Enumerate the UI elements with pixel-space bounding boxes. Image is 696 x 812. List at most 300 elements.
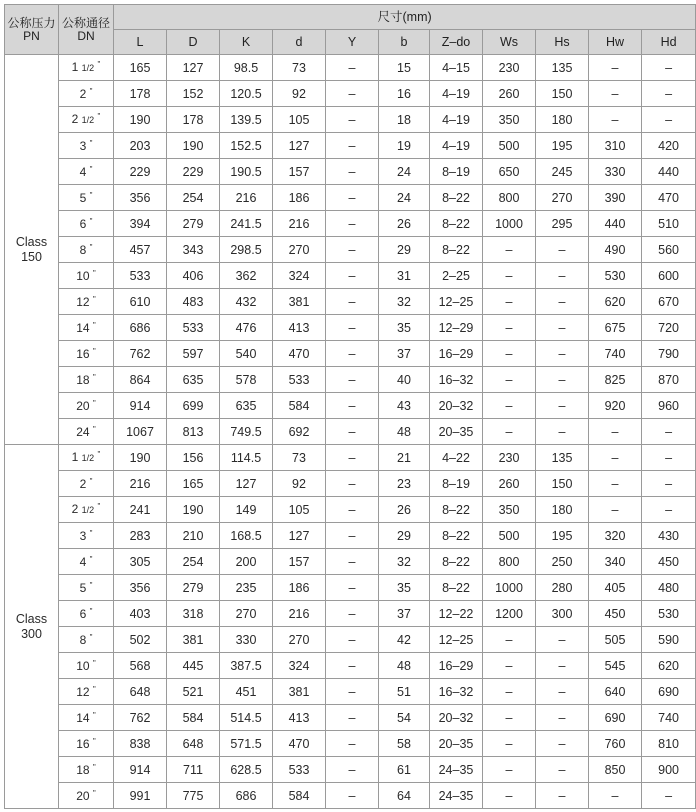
dimension-cell: 127 — [220, 471, 273, 497]
column-header: L — [114, 30, 167, 55]
dimension-cell: 324 — [273, 263, 326, 289]
column-header: Y — [326, 30, 379, 55]
dimension-cell: 43 — [379, 393, 430, 419]
dimension-cell: – — [326, 159, 379, 185]
nominal-size-cell — [59, 133, 114, 159]
inch-mark: " — [92, 710, 96, 720]
dimension-cell: 670 — [642, 289, 696, 315]
nominal-size-cell — [59, 211, 114, 237]
inch-mark: " — [92, 320, 96, 330]
dimension-cell: 692 — [273, 419, 326, 445]
table-row — [5, 81, 696, 107]
dimension-cell: 470 — [273, 341, 326, 367]
dimension-cell: 813 — [167, 419, 220, 445]
table-row — [5, 653, 696, 679]
dimension-cell: – — [326, 445, 379, 471]
dimension-cell: 230 — [483, 445, 536, 471]
dimension-cell: 560 — [642, 237, 696, 263]
dimension-cell: 650 — [483, 159, 536, 185]
inch-mark: " — [89, 632, 93, 642]
dimension-cell: 150 — [536, 471, 589, 497]
table-row — [5, 575, 696, 601]
dimension-cell: – — [536, 419, 589, 445]
dimension-cell: – — [326, 731, 379, 757]
dimension-cell: 250 — [536, 549, 589, 575]
dimension-cell: – — [642, 783, 696, 809]
nominal-size-whole: 8 — [79, 242, 87, 257]
dimension-cell: 165 — [114, 55, 167, 81]
dimension-cell: 120.5 — [220, 81, 273, 107]
nominal-size-whole: 18 — [76, 762, 90, 777]
dimension-cell: 48 — [379, 419, 430, 445]
header-nominal-size-code: DN — [77, 28, 95, 43]
dimension-cell: 480 — [642, 575, 696, 601]
dimension-cell: 838 — [114, 731, 167, 757]
dimension-cell: 235 — [220, 575, 273, 601]
dimension-cell: 648 — [167, 731, 220, 757]
dimension-cell: – — [483, 289, 536, 315]
dimension-cell: 15 — [379, 55, 430, 81]
table-row — [5, 263, 696, 289]
dimension-cell: 381 — [273, 679, 326, 705]
dimension-cell: 48 — [379, 653, 430, 679]
dimension-cell: – — [326, 757, 379, 783]
dimension-cell: – — [483, 705, 536, 731]
dimension-cell: 2–25 — [430, 263, 483, 289]
dimension-cell: 356 — [114, 185, 167, 211]
dimension-cell: 26 — [379, 211, 430, 237]
dimension-cell: – — [483, 627, 536, 653]
table-row — [5, 159, 696, 185]
dimension-cell: 8–22 — [430, 549, 483, 575]
nominal-size-whole: 24 — [76, 424, 90, 439]
dimension-cell: 740 — [642, 705, 696, 731]
dimension-cell: 533 — [167, 315, 220, 341]
nominal-size-whole: 16 — [76, 346, 90, 361]
dimension-cell: 270 — [536, 185, 589, 211]
table-row — [5, 237, 696, 263]
dimension-cell: – — [326, 471, 379, 497]
inch-mark: " — [92, 346, 96, 356]
dimension-cell: – — [536, 289, 589, 315]
dimension-cell: – — [589, 445, 642, 471]
inch-mark: " — [89, 242, 93, 252]
dimension-cell: 675 — [589, 315, 642, 341]
dimension-cell: 20–32 — [430, 393, 483, 419]
dimension-cell: – — [326, 601, 379, 627]
dimension-cell: 12–22 — [430, 601, 483, 627]
dimension-cell: 640 — [589, 679, 642, 705]
dimension-cell: 533 — [114, 263, 167, 289]
dimension-cell: 105 — [273, 497, 326, 523]
dimension-cell: 762 — [114, 341, 167, 367]
dimension-cell: 760 — [589, 731, 642, 757]
dimension-cell: 1067 — [114, 419, 167, 445]
dimension-cell: – — [483, 757, 536, 783]
dimension-cell: 16–32 — [430, 367, 483, 393]
nominal-size-cell — [59, 783, 114, 809]
dimension-cell: – — [642, 107, 696, 133]
dimension-cell: 216 — [114, 471, 167, 497]
table-row — [5, 315, 696, 341]
flange-dimension-table — [4, 4, 696, 809]
dimension-cell: 825 — [589, 367, 642, 393]
inch-mark: " — [89, 138, 93, 148]
dimension-cell: 210 — [167, 523, 220, 549]
dimension-cell: 8–22 — [430, 185, 483, 211]
nominal-size-whole: 1 — [71, 60, 79, 74]
dimension-cell: 1200 — [483, 601, 536, 627]
dimension-cell: 270 — [273, 237, 326, 263]
nominal-size-cell — [59, 575, 114, 601]
dimension-cell: – — [536, 263, 589, 289]
nominal-size-cell — [59, 679, 114, 705]
dimension-cell: 394 — [114, 211, 167, 237]
nominal-size-cell — [59, 705, 114, 731]
dimension-cell: 690 — [589, 705, 642, 731]
inch-mark: " — [92, 762, 96, 772]
nominal-size-whole: 16 — [76, 736, 90, 751]
dimension-cell: – — [326, 783, 379, 809]
dimension-cell: – — [536, 315, 589, 341]
dimension-cell: – — [589, 497, 642, 523]
dimension-cell: 4–22 — [430, 445, 483, 471]
dimension-cell: – — [326, 523, 379, 549]
dimension-cell: 505 — [589, 627, 642, 653]
dimension-cell: 648 — [114, 679, 167, 705]
dimension-cell: – — [642, 55, 696, 81]
dimension-cell: 280 — [536, 575, 589, 601]
table-row — [5, 757, 696, 783]
dimension-cell: – — [483, 367, 536, 393]
nominal-size-cell — [59, 601, 114, 627]
dimension-cell: 1000 — [483, 211, 536, 237]
dimension-cell: – — [326, 393, 379, 419]
dimension-cell: 203 — [114, 133, 167, 159]
dimension-cell: 64 — [379, 783, 430, 809]
dimension-cell: 578 — [220, 367, 273, 393]
dimension-cell: 19 — [379, 133, 430, 159]
inch-mark: " — [92, 788, 96, 798]
nominal-size-whole: 18 — [76, 372, 90, 387]
table-row — [5, 367, 696, 393]
column-header: D — [167, 30, 220, 55]
inch-mark: " — [89, 528, 93, 538]
table-row — [5, 549, 696, 575]
dimension-cell: 229 — [167, 159, 220, 185]
dimension-cell: 190 — [114, 107, 167, 133]
nominal-size-whole: 8 — [79, 632, 87, 647]
dimension-cell: 343 — [167, 237, 220, 263]
table-row — [5, 107, 696, 133]
dimension-cell: 406 — [167, 263, 220, 289]
dimension-cell: 186 — [273, 185, 326, 211]
dimension-cell: 8–22 — [430, 523, 483, 549]
nominal-size-whole: 10 — [76, 658, 90, 673]
dimension-cell: 8–19 — [430, 159, 483, 185]
dimension-cell: 864 — [114, 367, 167, 393]
dimension-cell: 600 — [642, 263, 696, 289]
nominal-size-whole: 20 — [76, 788, 90, 803]
dimension-cell: – — [326, 315, 379, 341]
dimension-cell: 35 — [379, 315, 430, 341]
header-pressure-class-label: 公称压力 — [7, 15, 56, 30]
dimension-cell: 483 — [167, 289, 220, 315]
dimension-cell: – — [326, 341, 379, 367]
dimension-cell: – — [326, 627, 379, 653]
nominal-size-whole: 5 — [79, 190, 87, 205]
dimension-cell: 584 — [273, 783, 326, 809]
table-row — [5, 783, 696, 809]
dimension-cell: – — [483, 341, 536, 367]
dimension-cell: 362 — [220, 263, 273, 289]
nominal-size-cell — [59, 393, 114, 419]
dimension-cell: 26 — [379, 497, 430, 523]
dimension-cell: 790 — [642, 341, 696, 367]
dimension-cell: 180 — [536, 497, 589, 523]
dimension-cell: 105 — [273, 107, 326, 133]
dimension-cell: – — [326, 289, 379, 315]
dimension-cell: 186 — [273, 575, 326, 601]
dimension-cell: 139.5 — [220, 107, 273, 133]
column-header: Hw — [589, 30, 642, 55]
inch-mark: " — [92, 684, 96, 694]
dimension-cell: 584 — [273, 393, 326, 419]
nominal-size-whole: 4 — [79, 164, 87, 179]
dimension-cell: 20–35 — [430, 419, 483, 445]
dimension-cell: 37 — [379, 341, 430, 367]
dimension-cell: 73 — [273, 55, 326, 81]
dimension-cell: – — [536, 367, 589, 393]
dimension-cell: – — [589, 107, 642, 133]
dimension-cell: 350 — [483, 107, 536, 133]
nominal-size-whole: 20 — [76, 398, 90, 413]
nominal-size-whole: 2 — [71, 502, 79, 516]
dimension-cell: 12–29 — [430, 315, 483, 341]
dimension-cell: 914 — [114, 757, 167, 783]
table-row — [5, 133, 696, 159]
dimension-cell: 16–29 — [430, 341, 483, 367]
dimension-cell: 195 — [536, 133, 589, 159]
dimension-cell: 165 — [167, 471, 220, 497]
column-header: Ws — [483, 30, 536, 55]
dimension-cell: 720 — [642, 315, 696, 341]
dimension-cell: 254 — [167, 549, 220, 575]
table-row — [5, 445, 696, 471]
nominal-size-cell — [59, 419, 114, 445]
dimension-cell: 545 — [589, 653, 642, 679]
dimension-cell: 98.5 — [220, 55, 273, 81]
dimension-cell: 635 — [220, 393, 273, 419]
pressure-class-cell — [5, 55, 59, 445]
inch-mark: " — [97, 60, 101, 69]
dimension-cell: 40 — [379, 367, 430, 393]
dimension-cell: 420 — [642, 133, 696, 159]
dimension-cell: 8–22 — [430, 237, 483, 263]
table-row — [5, 601, 696, 627]
dimension-cell: 152.5 — [220, 133, 273, 159]
dimension-cell: 200 — [220, 549, 273, 575]
nominal-size-cell — [59, 289, 114, 315]
table-row — [5, 55, 696, 81]
inch-mark: " — [89, 86, 93, 96]
dimension-cell: 686 — [220, 783, 273, 809]
dimension-cell: 24–35 — [430, 783, 483, 809]
header-dimensions-title: 尺寸(mm) — [114, 5, 696, 30]
dimension-cell: – — [536, 653, 589, 679]
dimension-cell: 190 — [167, 133, 220, 159]
column-header: d — [273, 30, 326, 55]
dimension-cell: 457 — [114, 237, 167, 263]
dimension-cell: 381 — [167, 627, 220, 653]
dimension-cell: 800 — [483, 185, 536, 211]
dimension-cell: 73 — [273, 445, 326, 471]
dimension-cell: 127 — [273, 523, 326, 549]
table-row — [5, 731, 696, 757]
nominal-size-whole: 10 — [76, 268, 90, 283]
dimension-cell: 1000 — [483, 575, 536, 601]
dimension-cell: 590 — [642, 627, 696, 653]
dimension-cell: – — [536, 237, 589, 263]
inch-mark: " — [92, 372, 96, 382]
dimension-cell: 24 — [379, 185, 430, 211]
inch-mark: " — [97, 112, 101, 121]
nominal-size-cell — [59, 627, 114, 653]
nominal-size-whole: 4 — [79, 554, 87, 569]
dimension-cell: – — [326, 185, 379, 211]
nominal-size-cell — [59, 263, 114, 289]
dimension-cell: 4–19 — [430, 81, 483, 107]
dimension-cell: – — [483, 263, 536, 289]
dimension-cell: 403 — [114, 601, 167, 627]
dimension-cell: 540 — [220, 341, 273, 367]
dimension-cell: – — [536, 341, 589, 367]
dimension-cell: 270 — [273, 627, 326, 653]
inch-mark: " — [89, 164, 93, 174]
dimension-cell: 92 — [273, 81, 326, 107]
dimension-cell: – — [326, 497, 379, 523]
nominal-size-whole: 14 — [76, 320, 90, 335]
dimension-cell: 870 — [642, 367, 696, 393]
dimension-cell: 114.5 — [220, 445, 273, 471]
dimension-cell: 4–19 — [430, 107, 483, 133]
dimension-cell: 245 — [536, 159, 589, 185]
dimension-cell: 260 — [483, 81, 536, 107]
inch-mark: " — [97, 450, 101, 459]
dimension-cell: 318 — [167, 601, 220, 627]
dimension-cell: 300 — [536, 601, 589, 627]
pressure-class-label: Class — [15, 234, 48, 249]
dimension-cell: – — [326, 653, 379, 679]
dimension-cell: 12–25 — [430, 627, 483, 653]
dimension-cell: 810 — [642, 731, 696, 757]
dimension-cell: – — [326, 107, 379, 133]
dimension-cell: – — [326, 211, 379, 237]
dimension-cell: 445 — [167, 653, 220, 679]
inch-mark: " — [92, 268, 96, 278]
dimension-cell: 387.5 — [220, 653, 273, 679]
dimension-cell: 610 — [114, 289, 167, 315]
column-header: Z–do — [430, 30, 483, 55]
dimension-cell: 190.5 — [220, 159, 273, 185]
dimension-cell: 960 — [642, 393, 696, 419]
dimension-cell: 533 — [273, 757, 326, 783]
dimension-cell: 168.5 — [220, 523, 273, 549]
pressure-class-cell — [5, 445, 59, 809]
dimension-cell: 749.5 — [220, 419, 273, 445]
dimension-cell: 32 — [379, 289, 430, 315]
dimension-cell: 305 — [114, 549, 167, 575]
dimension-cell: 413 — [273, 315, 326, 341]
dimension-cell: 350 — [483, 497, 536, 523]
nominal-size-whole: 12 — [76, 684, 90, 699]
dimension-cell: 270 — [220, 601, 273, 627]
dimension-cell: 991 — [114, 783, 167, 809]
table-row — [5, 185, 696, 211]
nominal-size-cell — [59, 237, 114, 263]
dimension-cell: 620 — [589, 289, 642, 315]
nominal-size-fraction: 1/2 — [81, 453, 95, 463]
nominal-size-whole: 6 — [79, 216, 87, 231]
header-pressure-class — [5, 5, 59, 55]
dimension-cell: 635 — [167, 367, 220, 393]
dimension-cell: – — [483, 679, 536, 705]
dimension-cell: – — [589, 783, 642, 809]
dimension-cell: 135 — [536, 55, 589, 81]
nominal-size-cell — [59, 731, 114, 757]
table-row — [5, 289, 696, 315]
dimension-cell: 20–35 — [430, 731, 483, 757]
nominal-size-cell — [59, 185, 114, 211]
dimension-cell: – — [326, 263, 379, 289]
dimension-cell: 470 — [642, 185, 696, 211]
inch-mark: " — [89, 554, 93, 564]
nominal-size-cell — [59, 159, 114, 185]
dimension-cell: 195 — [536, 523, 589, 549]
dimension-cell: 500 — [483, 523, 536, 549]
dimension-cell: – — [589, 471, 642, 497]
nominal-size-cell — [59, 107, 114, 133]
dimension-cell: 216 — [273, 211, 326, 237]
dimension-cell: 23 — [379, 471, 430, 497]
dimension-cell: 283 — [114, 523, 167, 549]
dimension-cell: 21 — [379, 445, 430, 471]
dimension-cell: 440 — [589, 211, 642, 237]
table-row — [5, 419, 696, 445]
dimension-cell: – — [326, 419, 379, 445]
dimension-cell: 24–35 — [430, 757, 483, 783]
dimension-cell: 157 — [273, 549, 326, 575]
dimension-cell: – — [483, 731, 536, 757]
dimension-cell: 381 — [273, 289, 326, 315]
dimension-cell: 8–22 — [430, 497, 483, 523]
dimension-cell: 241 — [114, 497, 167, 523]
column-header: b — [379, 30, 430, 55]
dimension-cell: 42 — [379, 627, 430, 653]
dimension-cell: 914 — [114, 393, 167, 419]
dimension-cell: 711 — [167, 757, 220, 783]
dimension-cell: 762 — [114, 705, 167, 731]
inch-mark: " — [92, 736, 96, 746]
header-pressure-class-code: PN — [23, 28, 40, 43]
nominal-size-cell — [59, 757, 114, 783]
table-row — [5, 497, 696, 523]
dimension-cell: 514.5 — [220, 705, 273, 731]
dimension-cell: 16–32 — [430, 679, 483, 705]
dimension-cell: 440 — [642, 159, 696, 185]
dimension-cell: 476 — [220, 315, 273, 341]
dimension-cell: 533 — [273, 367, 326, 393]
